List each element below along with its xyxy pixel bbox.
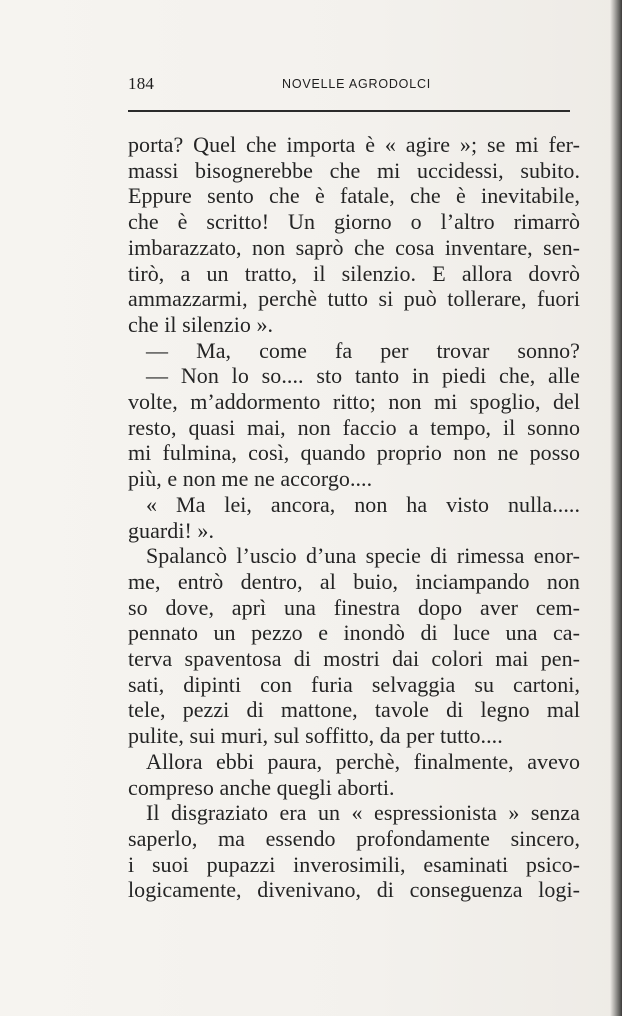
text-line: resto, quasi mai, non faccio a tempo, il sonno bbox=[128, 414, 580, 440]
text-line: Allora ebbi paura, perchè, finalmente, avevo bbox=[146, 748, 580, 774]
text-line: so dove, aprì una finestra dopo aver cem- bbox=[128, 594, 580, 620]
text-line: Eppure sento che è fatale, che è inevitabile, bbox=[128, 183, 580, 209]
page-text bbox=[128, 132, 580, 903]
page-header bbox=[128, 74, 570, 98]
text-line: tele, pezzi di mattone, tavole di legno mal bbox=[128, 697, 580, 723]
text-line: compreso anche quegli aborti. bbox=[128, 774, 395, 800]
text-line: saperlo, ma essendo profondamente sincero, bbox=[128, 825, 580, 851]
text-line: pennato un pezzo e inondò di luce una ca- bbox=[128, 620, 580, 646]
text-line: Il disgraziato era un « espressionista » senza bbox=[146, 800, 580, 826]
text-line: « Ma lei, ancora, non ha visto nulla..... bbox=[146, 491, 580, 517]
text-line: sati, dipinti con furia selvaggia su cartoni, bbox=[128, 671, 580, 697]
text-line: tirò, a un tratto, il silenzio. E allora dovrò bbox=[128, 260, 580, 286]
header-rule bbox=[128, 110, 570, 112]
text-line: massi bisognerebbe che mi uccidessi, subito. bbox=[128, 157, 580, 183]
text-line: che il silenzio ». bbox=[128, 311, 274, 337]
text-line: guardi! ». bbox=[128, 517, 215, 543]
text-line: i suoi pupazzi inverosimili, esaminati psico- bbox=[128, 851, 580, 877]
text-line: — Ma, come fa per trovar sonno? bbox=[146, 337, 580, 363]
text-line: che è scritto! Un giorno o l’altro rimarrò bbox=[128, 209, 580, 235]
text-line: — Non lo so.... sto tanto in piedi che, alle bbox=[146, 363, 580, 389]
text-line: ammazzarmi, perchè tutto si può tollerare, fuori bbox=[128, 286, 580, 312]
text-line: me, entrò dentro, al buio, inciampando non bbox=[128, 568, 580, 594]
text-line: mi fulmina, così, quando proprio non ne posso bbox=[128, 440, 580, 466]
page-number: 184 bbox=[128, 74, 155, 93]
text-line: terva spaventosa di mostri dai colori mai pen- bbox=[128, 646, 580, 672]
text-line: volte, m’addormento ritto; non mi spoglio, del bbox=[128, 389, 580, 415]
page-edge-shadow bbox=[610, 0, 622, 1016]
text-line: più, e non me ne accorgo.... bbox=[128, 466, 373, 492]
text-line: Spalancò l’uscio d’una specie di rimessa enor- bbox=[146, 543, 580, 569]
text-line: imbarazzato, non saprò che cosa inventare, sen- bbox=[128, 234, 580, 260]
text-line: porta? Quel che importa è « agire »; se mi fer- bbox=[128, 132, 580, 157]
text-line: logicamente, divenivano, di conseguenza logi- bbox=[128, 877, 580, 903]
text-line: pulite, sui muri, sul soffitto, da per tutto.... bbox=[128, 723, 503, 749]
running-title: NOVELLE AGRODOLCI bbox=[282, 77, 432, 91]
